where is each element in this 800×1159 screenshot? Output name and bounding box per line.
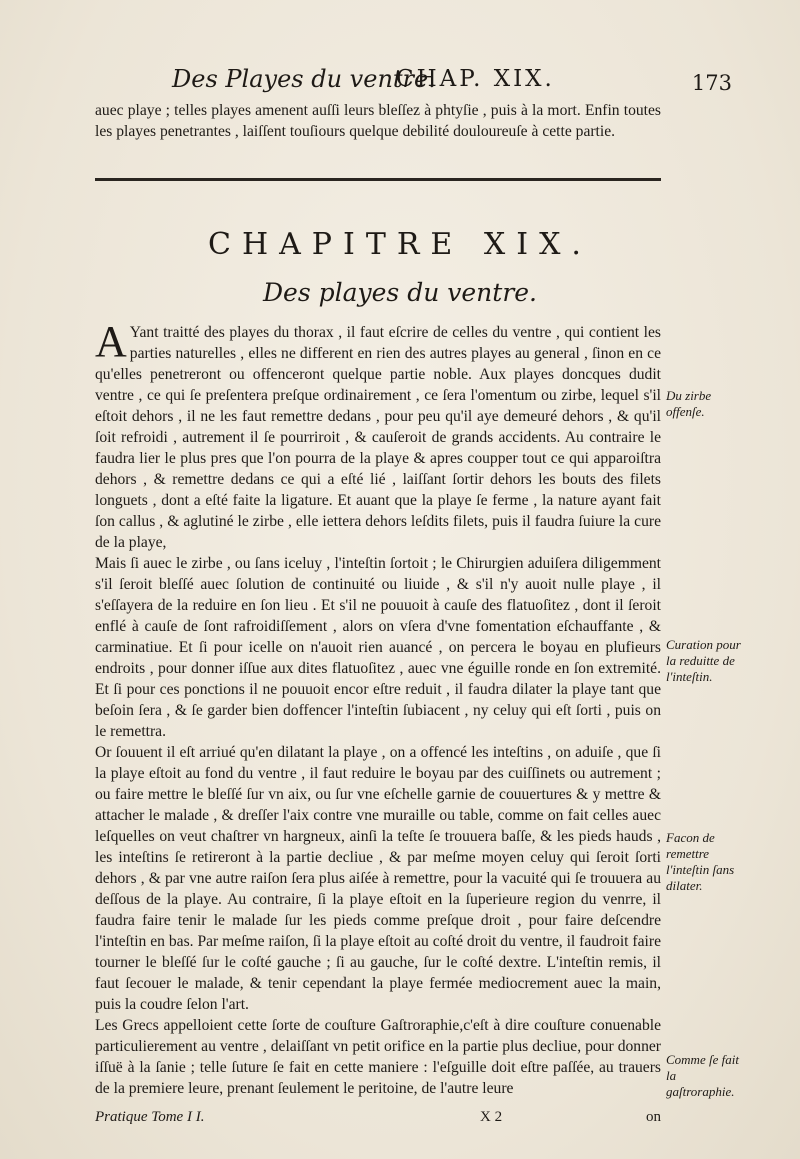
page-number: 173 — [691, 71, 732, 95]
chapter-subtitle: Des playes du ventre. — [262, 278, 538, 307]
signature-mark: X 2 — [480, 1109, 503, 1125]
running-head-title: Des Playes du ventre. — [172, 65, 436, 93]
paragraph-intestine: Mais ſi auec le zirbe , ou ſans iceluy , l'inteſtin ſortoit ; le Chirurgien aduiſera diligemment s'il ſeroit bleſſé auec ſolution de continuité ou liuide , & s'il n'y auoit nulle playe , il s'eſſayera de la reduire en ſon lieu . Et s'il ne pouuoit à cauſe des flatuoſitez , dont il ſeroit enflé à cauſe de ſont rafroidiſſement , alors on vſera d'vne fomentation eſchauffante , & carminatiue. Et ſi pour icelle on n'auoit rien auancé , on percera le boyau en plufieurs endroits , pour donner iſſue aux dites flatuoſitez , auec vne éguille ronde en ſon extremité. Et ſi pour ces ponctions il ne pouuoit encor eſtre reduit , il faudra dilater la playe tant que beſoin ſera , & ſe garder bien doffencer l'inteſtin ſubiacent , ny celuy qui eſt ſorti , puis on le remettra. — [95, 555, 661, 740]
running-head-chapter: CHAP. XIX. — [396, 66, 555, 92]
chapter-title: CHAPITRE XIX. — [208, 227, 592, 262]
chapter-body — [95, 317, 661, 1099]
margin-note-gastroraphie: Comme ſe fait la gaſtroraphie. — [666, 1052, 739, 1099]
paragraph-gastroraphy: Les Grecs appelloient cette ſorte de couſture Gaſtroraphie,c'eſt à dire couſture conuenable particulierement au ventre , delaiſſant vn petit orifice en la partie plus decliue, pour donner iſſuë à la ſanie ; telle ſuture ſe fait en cette maniere : l'eſguille doit eſtre paſſée, au trauers de la premiere leure, prenant ſeulement le peritoine, de l'autre leure — [95, 1017, 661, 1097]
carryover-paragraph: auec playe ; telles playes amenent auſſi leurs bleſſez à phtyſie , puis à la mort. Enfin toutes les playes penetrantes , laiſſent touſiours quelque debilité douloureuſe à cette partie. — [95, 102, 661, 140]
footer-volume: Pratique Tome I I. — [95, 1109, 205, 1125]
paragraph-dilation: Or ſouuent il eſt arriué qu'en dilatant la playe , on a offencé les inteſtins , on aduiſe , que ſi la playe eſtoit au fond du ventre , il faut reduire le boyau par des cuiſſinets ou autrement ; ou faire mettre le bleſſé ſur vn aix, ou ſur vne eſchelle garnie de couuertures & y mettre & attacher le malade , & dreſſer l'aix contre vne muraille ou table, comme on fait celles auec leſquelles on veut chaſtrer vn hargneux, ainſi la teſte ſe trouuera baſſe, & les pieds hauds , les inteſtins ſe retireront à la partie decliue , & par meſme moyen celuy qui ſeroit ſorti dehors , & par vne autre raiſon ſera plus aiſée à remettre, pour la vacuité qui ſe trouuera au deſſous de la playe. Au contraire, ſi la playe eſtoit en la ſuperieure region du venrre, il faudra faire tenir le malade ſur les pieds comme preſque droit , pour faire deſcendre l'inteſtin en bas. Par meſme raiſon, ſi la playe eſtoit au coſté droit du ventre, il faudroit faire tourner le bleſſé ſur le coſté gauche ; ſi au gauche, ſur le coſté dextre. L'inteſtin remis, il faut ſecouer le malade, & tenir cependant la playe fermée mediocrement auec la main, puis la coudre ſelon l'art. — [95, 744, 661, 1013]
margin-note-curation: Curation pour la reduitte de l'inteſtin. — [666, 637, 741, 684]
margin-note-zirbe: Du zirbe offenſe. — [666, 388, 712, 419]
page-footer — [95, 1107, 661, 1127]
margin-note-facon: Facon de remettre l'inteſtin ſans dilater. — [666, 830, 735, 893]
section-divider — [95, 178, 661, 181]
paragraph-intro: AYant traitté des playes du thorax , il faut eſcrire de celles du ventre , qui contient les parties naturelles , elles ne different en rien des autres playes au general , ſinon en ce qu'elles penetreront ou offenceront quelque partie noble. Aux playes doncques dudit ventre , ce qui ſe preſentera preſque ordinairement , ce ſera l'omentum ou zirbe, lequel s'il eſtoit dehors , il ne les faut remettre dedans , pour peu qu'il aye demeuré dehors , & qu'il ſoit refroidi , autrement il ſe pourriroit , & cauſeroit de grands accidents. Au contraire le faudra lier le plus pres que l'on pourra de la playe & apres coupper tout ce qui apparoiſtra dehors , & remettre dedans ce qui a eſté lié , laiſſant ſortir dehors les bouts des filets longuets , dont a eſté faite la ligature. Et auant que la playe ſe ferme , la nature ayant fait ſon callus , & aglutiné le zirbe , elle iettera dehors leſdits filets, puis il faudra ſuiure la cure de la playe, — [95, 317, 661, 551]
catchword: on — [646, 1109, 661, 1125]
running-head — [172, 62, 732, 96]
